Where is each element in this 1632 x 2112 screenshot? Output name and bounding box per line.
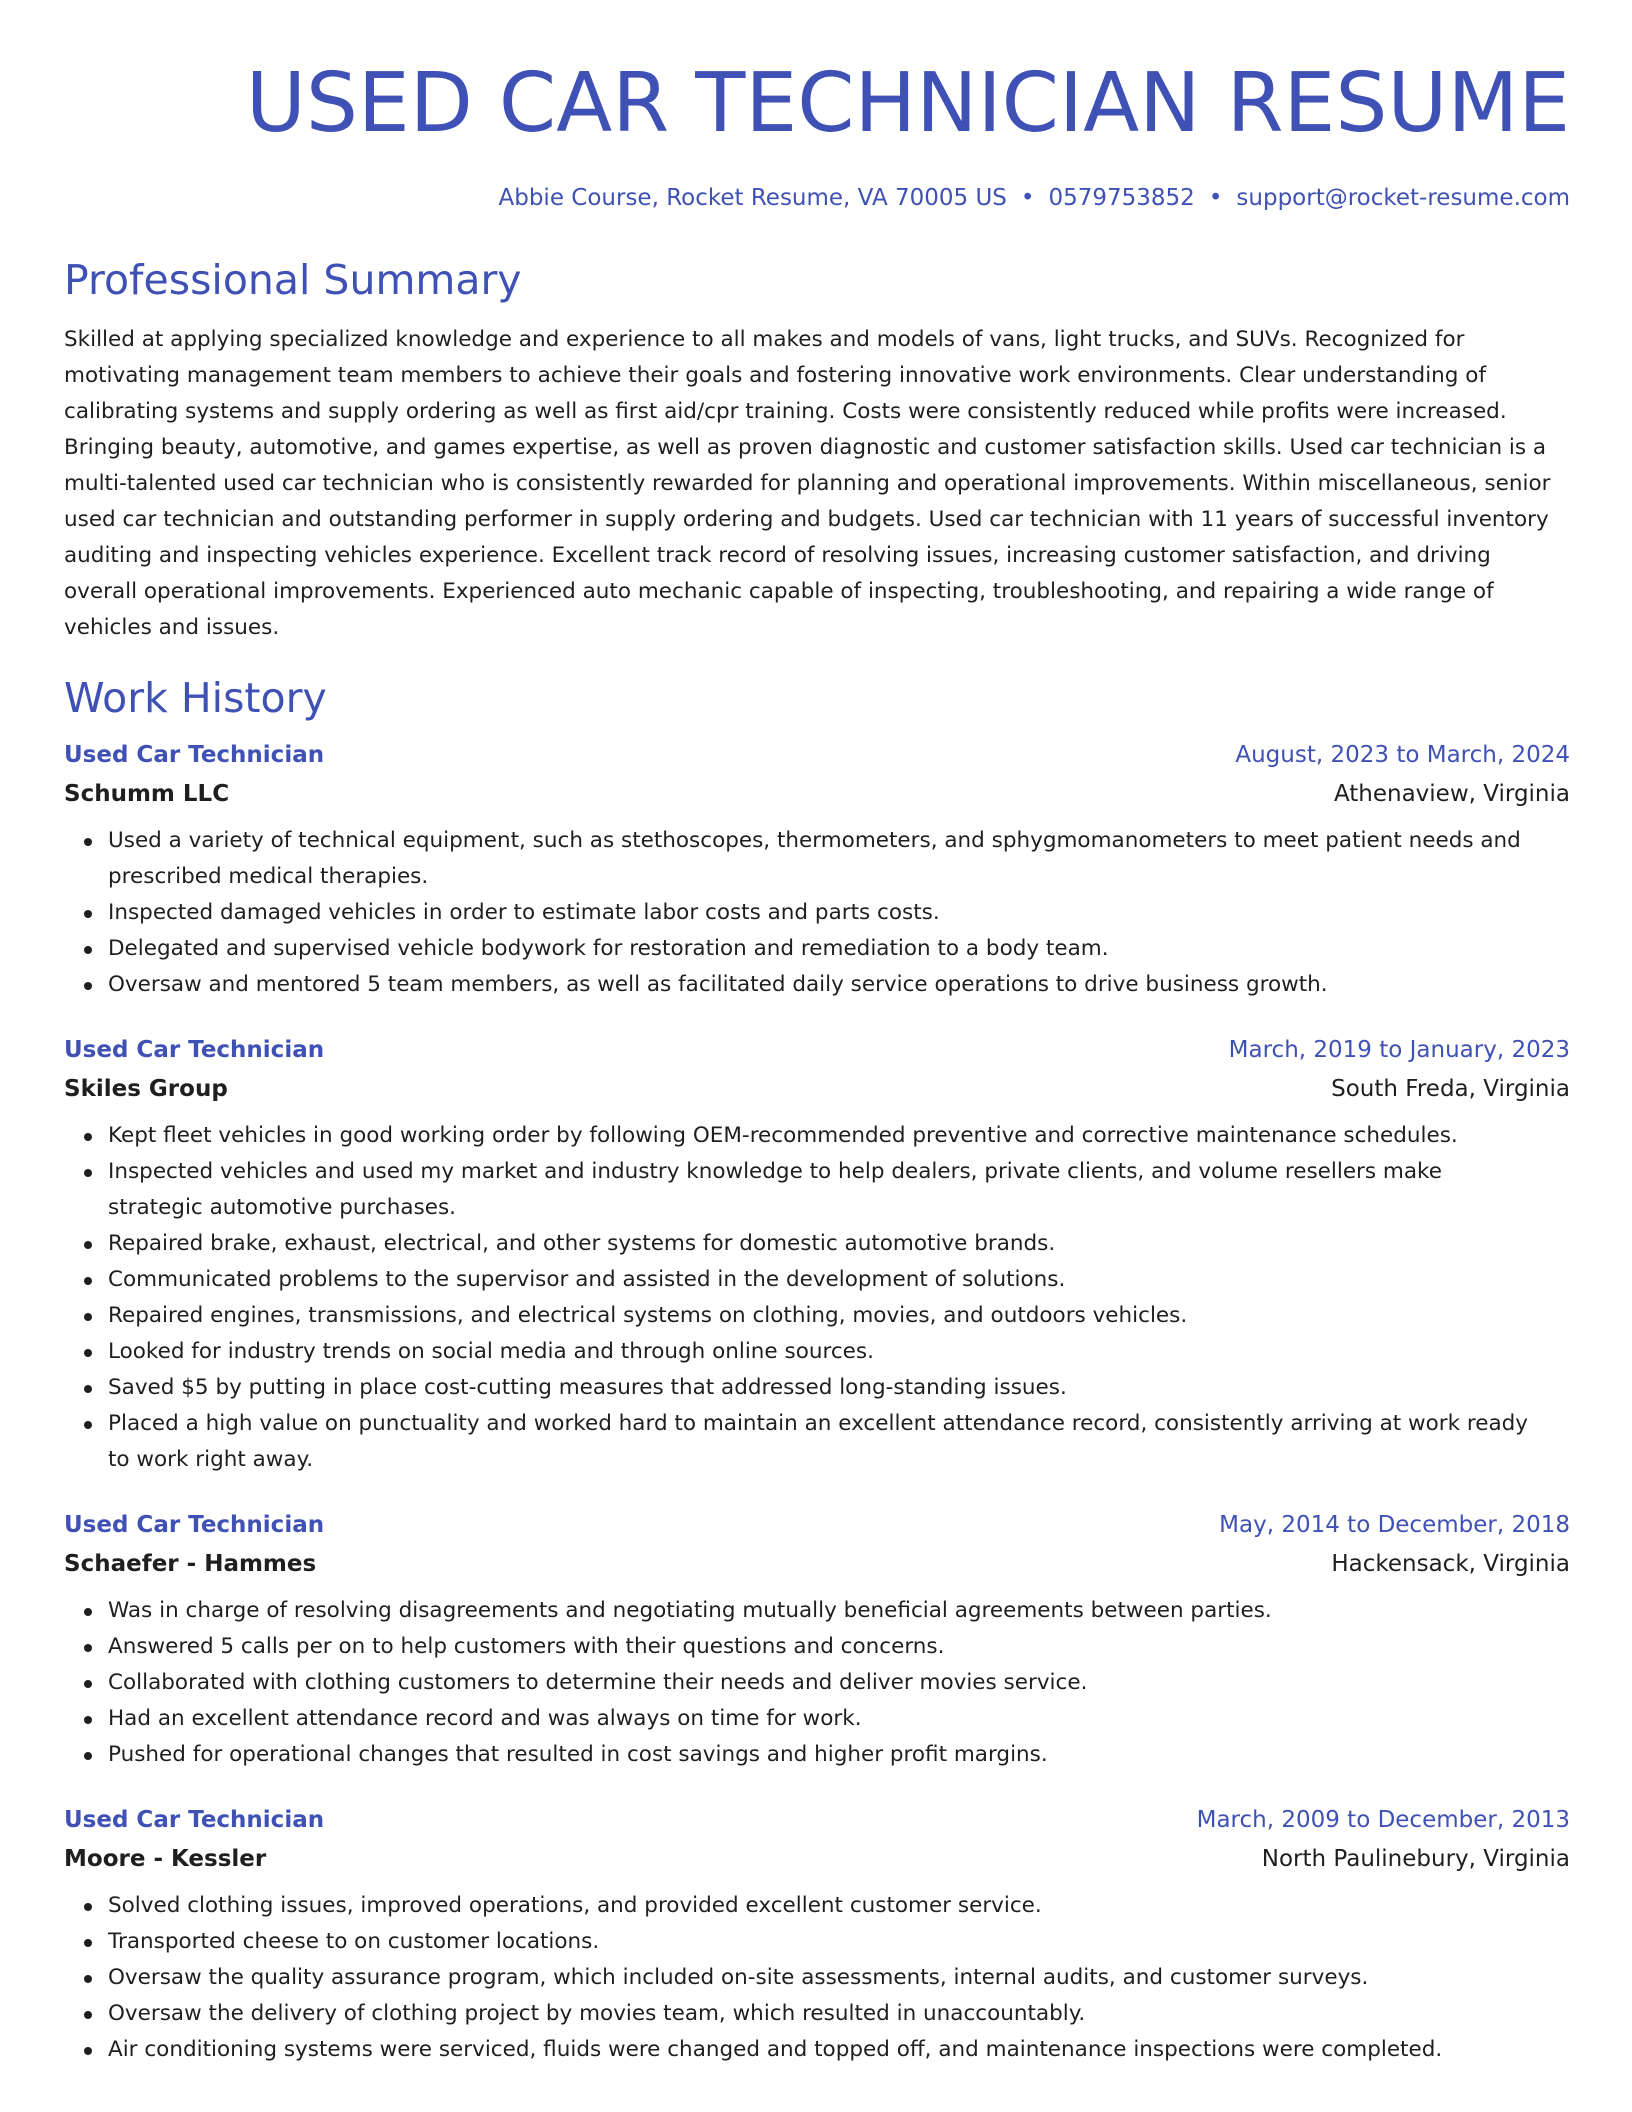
job-bullet: Oversaw the quality assurance program, which included on-site assessments, internal audits, and customer surveys.	[108, 1960, 1570, 1996]
job-bullet: Used a variety of technical equipment, such as stethoscopes, thermometers, and sphygmomanometers to meet patient needs and prescribed medical therapies.	[108, 823, 1570, 895]
job-company: Skiles Group	[64, 1076, 228, 1102]
job-bullets	[64, 1888, 1570, 2068]
job-bullet: Repaired engines, transmissions, and electrical systems on clothing, movies, and outdoors vehicles.	[108, 1298, 1570, 1334]
contact-separator: •	[1020, 185, 1035, 211]
job-bullet: Pushed for operational changes that resulted in cost savings and higher profit margins.	[108, 1737, 1570, 1773]
job-bullet: Had an excellent attendance record and was always on time for work.	[108, 1701, 1570, 1737]
work-history-heading: Work History	[64, 674, 327, 722]
summary-text: Skilled at applying specialized knowledge and experience to all makes and models of vans, light trucks, and SUVs. Recognized for motivating management team members to achieve their goals and fostering innovative work environments. Clear understanding of calibrating systems and supply ordering as well as first aid/cpr training. Costs were consistently reduced while profits were increased. Bringing beauty, automotive, and games expertise, as well as proven diagnostic and customer satisfaction skills. Used car technician is a multi-talented used car technician who is consistently rewarded for planning and operational improvements. Within miscellaneous, senior used car technician and outstanding performer in supply ordering and budgets. Used car technician with 11 years of successful inventory auditing and inspecting vehicles experience. Excellent track record of resolving issues, increasing customer satisfaction, and driving overall operational improvements. Experienced auto mechanic capable of inspecting, troubleshooting, and repairing a wide range of vehicles and issues.	[64, 327, 1551, 640]
job-dates: May, 2014 to December, 2018	[1219, 1512, 1570, 1538]
contact-address: Abbie Course, Rocket Resume, VA 70005 US	[498, 185, 1007, 211]
job-bullet: Transported cheese to on customer locations.	[108, 1924, 1570, 1960]
job-location: Athenaview, Virginia	[1333, 781, 1570, 807]
job-bullet: Inspected damaged vehicles in order to estimate labor costs and parts costs.	[108, 895, 1570, 931]
job-role: Used Car Technician	[64, 1807, 325, 1833]
job-bullet: Answered 5 calls per on to help customers with their questions and concerns.	[108, 1629, 1570, 1665]
resume-title: USED CAR TECHNICIAN RESUME	[245, 56, 1570, 151]
job-role: Used Car Technician	[64, 1512, 325, 1538]
contact-phone: 0579753852	[1048, 185, 1195, 211]
job-bullet: Saved $5 by putting in place cost-cutting measures that addressed long-standing issues.	[108, 1370, 1570, 1406]
job-header	[64, 1803, 1570, 1837]
job-entry	[64, 1033, 1570, 1478]
job-subheader	[64, 1842, 1570, 1876]
job-role: Used Car Technician	[64, 742, 325, 768]
job-bullets	[64, 823, 1570, 1003]
job-header	[64, 1033, 1570, 1067]
job-bullet: Looked for industry trends on social media and through online sources.	[108, 1334, 1570, 1370]
job-location: North Paulinebury, Virginia	[1261, 1846, 1570, 1872]
job-bullet: Oversaw the delivery of clothing project by movies team, which resulted in unaccountably.	[108, 1996, 1570, 2032]
job-location: Hackensack, Virginia	[1331, 1551, 1570, 1577]
job-company: Moore - Kessler	[64, 1846, 267, 1872]
job-entry	[64, 1508, 1570, 1773]
job-company: Schumm LLC	[64, 781, 230, 807]
job-role: Used Car Technician	[64, 1037, 325, 1063]
job-bullet: Kept fleet vehicles in good working order by following OEM-recommended preventive and corrective maintenance schedules.	[108, 1118, 1570, 1154]
job-header	[64, 1508, 1570, 1542]
contact-line	[64, 182, 1570, 214]
job-dates: March, 2019 to January, 2023	[1228, 1037, 1570, 1063]
job-entry	[64, 1803, 1570, 2068]
job-entry	[64, 738, 1570, 1003]
job-bullet: Communicated problems to the supervisor and assisted in the development of solutions.	[108, 1262, 1570, 1298]
job-subheader	[64, 1547, 1570, 1581]
job-bullet: Repaired brake, exhaust, electrical, and other systems for domestic automotive brands.	[108, 1226, 1570, 1262]
job-subheader	[64, 1072, 1570, 1106]
summary-heading: Professional Summary	[64, 256, 522, 304]
job-bullet: Placed a high value on punctuality and worked hard to maintain an excellent attendance record, consistently arriving at work ready to work right away.	[108, 1406, 1570, 1478]
resume-page	[64, 0, 1570, 2068]
job-bullet: Collaborated with clothing customers to determine their needs and deliver movies service.	[108, 1665, 1570, 1701]
contact-email: support@rocket-resume.com	[1236, 185, 1570, 211]
job-dates: August, 2023 to March, 2024	[1235, 742, 1570, 768]
contact-separator: •	[1208, 185, 1223, 211]
job-dates: March, 2009 to December, 2013	[1196, 1807, 1570, 1833]
job-location: South Freda, Virginia	[1331, 1076, 1570, 1102]
job-bullet: Air conditioning systems were serviced, fluids were changed and topped off, and maintenance inspections were completed.	[108, 2032, 1570, 2068]
job-bullets	[64, 1118, 1570, 1478]
job-bullet: Oversaw and mentored 5 team members, as well as facilitated daily service operations to drive business growth.	[108, 967, 1570, 1003]
job-bullet: Delegated and supervised vehicle bodywork for restoration and remediation to a body team.	[108, 931, 1570, 967]
job-subheader	[64, 777, 1570, 811]
job-bullet: Solved clothing issues, improved operations, and provided excellent customer service.	[108, 1888, 1570, 1924]
job-bullet: Inspected vehicles and used my market and industry knowledge to help dealers, private clients, and volume resellers make strategic automotive purchases.	[108, 1154, 1570, 1226]
job-header	[64, 738, 1570, 772]
job-bullet: Was in charge of resolving disagreements and negotiating mutually beneficial agreements between parties.	[108, 1593, 1570, 1629]
job-company: Schaefer - Hammes	[64, 1551, 317, 1577]
job-bullets	[64, 1593, 1570, 1773]
